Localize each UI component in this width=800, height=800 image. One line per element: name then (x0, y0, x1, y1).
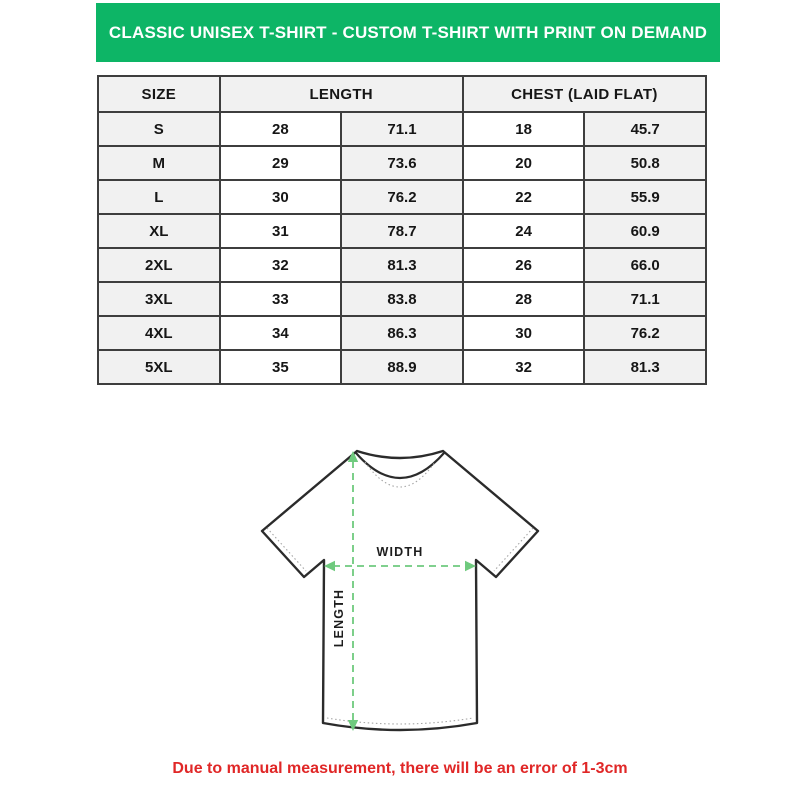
table-row (98, 180, 706, 214)
length-cm-cell: 78.7 (341, 214, 463, 248)
tshirt-outline (262, 451, 538, 730)
chest-in-cell: 32 (463, 350, 585, 384)
length-in-cell: 32 (220, 248, 342, 282)
chest-cm-cell: 66.0 (584, 248, 706, 282)
length-in-cell: 35 (220, 350, 342, 384)
page-title (96, 3, 720, 62)
length-cm-cell: 88.9 (341, 350, 463, 384)
chest-in-cell: 20 (463, 146, 585, 180)
chest-cm-cell: 45.7 (584, 112, 706, 146)
page-title-text: CLASSIC UNISEX T-SHIRT - CUSTOM T-SHIRT WITH PRINT ON DEMAND (108, 22, 708, 42)
chest-in-cell: 24 (463, 214, 585, 248)
chest-in-cell: 22 (463, 180, 585, 214)
chest-cm-cell: 50.8 (584, 146, 706, 180)
length-in-cell: 31 (220, 214, 342, 248)
size-cell: XL (98, 214, 220, 248)
size-table (97, 75, 707, 385)
chest-in-cell: 28 (463, 282, 585, 316)
length-in-cell: 29 (220, 146, 342, 180)
chest-cm-cell: 55.9 (584, 180, 706, 214)
length-cm-cell: 71.1 (341, 112, 463, 146)
table-row (98, 248, 706, 282)
table-row (98, 282, 706, 316)
header-size: SIZE (98, 76, 220, 112)
length-cm-cell: 73.6 (341, 146, 463, 180)
table-row (98, 112, 706, 146)
size-cell: S (98, 112, 220, 146)
chest-cm-cell: 81.3 (584, 350, 706, 384)
chest-in-cell: 26 (463, 248, 585, 282)
tshirt-diagram (240, 428, 560, 748)
length-label: LENGTH (332, 588, 346, 648)
measurement-note-text: Due to manual measurement, there will be an error of 1-3cm (172, 760, 628, 777)
size-cell: 4XL (98, 316, 220, 350)
length-cm-cell: 81.3 (341, 248, 463, 282)
length-cm-cell: 86.3 (341, 316, 463, 350)
size-cell: 5XL (98, 350, 220, 384)
length-in-cell: 33 (220, 282, 342, 316)
length-cm-cell: 76.2 (341, 180, 463, 214)
chest-cm-cell: 71.1 (584, 282, 706, 316)
chest-in-cell: 18 (463, 112, 585, 146)
table-row (98, 350, 706, 384)
size-cell: 3XL (98, 282, 220, 316)
table-header-row (98, 76, 706, 112)
length-in-cell: 34 (220, 316, 342, 350)
header-chest: CHEST (LAID FLAT) (463, 76, 706, 112)
table-row (98, 214, 706, 248)
length-cm-cell: 83.8 (341, 282, 463, 316)
table-row (98, 316, 706, 350)
size-cell: L (98, 180, 220, 214)
table-row (98, 146, 706, 180)
length-in-cell: 30 (220, 180, 342, 214)
length-in-cell: 28 (220, 112, 342, 146)
chest-in-cell: 30 (463, 316, 585, 350)
width-label: WIDTH (376, 545, 424, 559)
measurement-note (0, 760, 800, 778)
chest-cm-cell: 60.9 (584, 214, 706, 248)
size-cell: 2XL (98, 248, 220, 282)
chest-cm-cell: 76.2 (584, 316, 706, 350)
size-cell: M (98, 146, 220, 180)
header-length: LENGTH (220, 76, 463, 112)
